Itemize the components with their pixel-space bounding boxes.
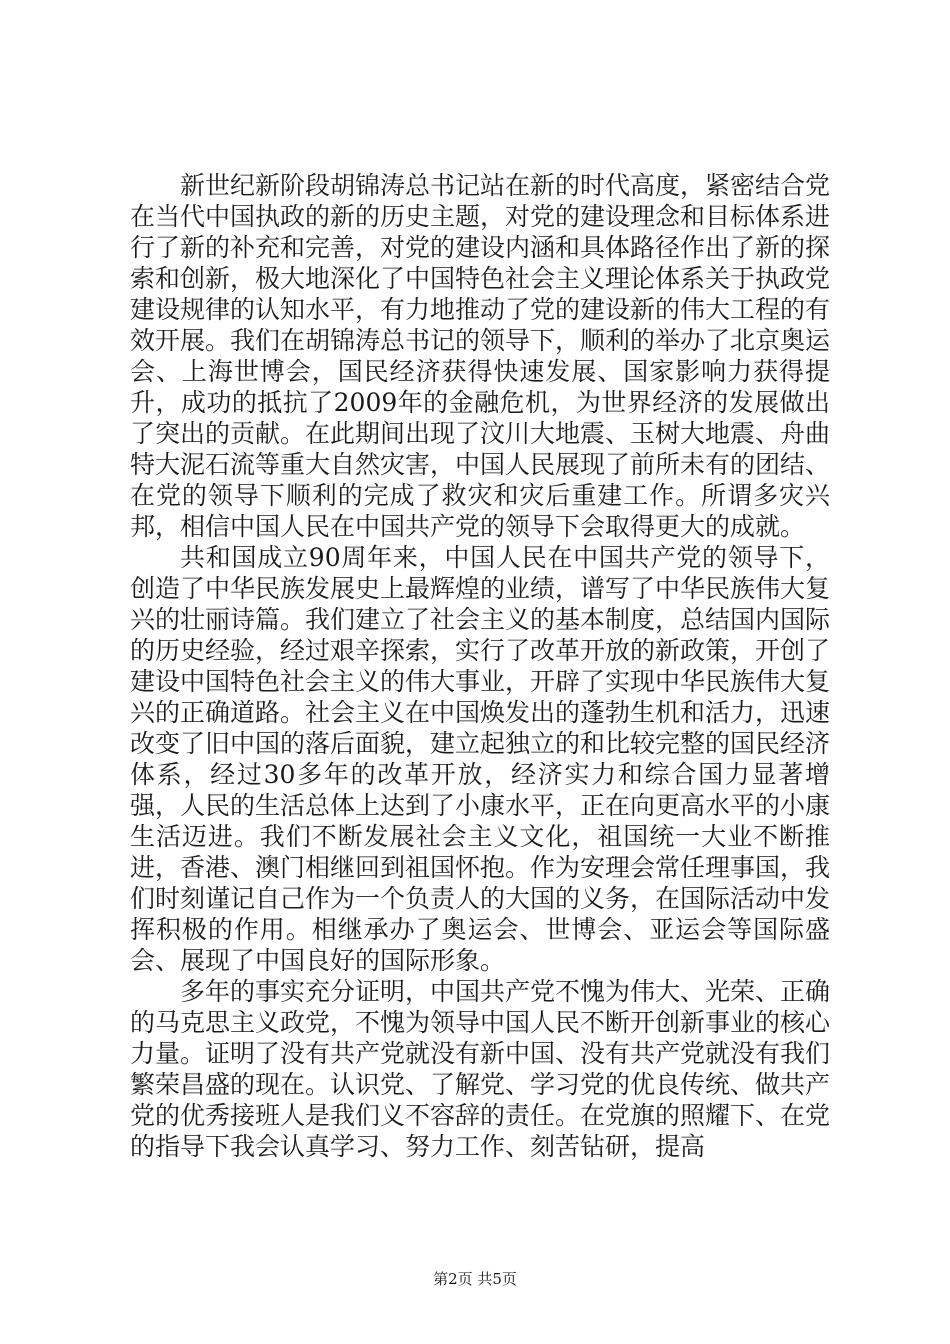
paragraph-3: 多年的事实充分证明，中国共产党不愧为伟大、光荣、正确的马克思主义政党，不愧为领导中国人民不断开创新事业的核心力量。证明了没有共产党就没有新中国、没有共产党就没有我们繁荣昌盛的现在。认识党、了解党、学习党的优良传统、做共产党的优秀接班人是我们义不容辞的责任。在党旗的照耀下、在党的指导下我会认真学习、努力工作、刻苦钻研，提高: [130, 977, 831, 1161]
page-footer: 第2页 共5页: [433, 1270, 517, 1288]
paragraph-1: 新世纪新阶段胡锦涛总书记站在新的时代高度，紧密结合党在当代中国执政的新的历史主题，对党的建设理念和目标体系进行了新的补充和完善，对党的建设内涵和具体路径作出了新的探索和创新，极大地深化了中国特色社会主义理论体系关于执政党建设规律的认知水平，有力地推动了党的建设新的伟大工程的有效开展。我们在胡锦涛总书记的领导下，顺利的举办了北京奥运会、上海世博会，国民经济获得快速发展、国家影响力获得提升，成功的抵抗了2009年的金融危机，为世界经济的发展做出了突出的贡献。在此期间出现了汶川大地震、玉树大地震、舟曲特大泥石流等重大自然灾害，中国人民展现了前所未有的团结、在党的领导下顺利的完成了救灾和灾后重建工作。所谓多灾兴邦，相信中国人民在中国共产党的领导下会取得更大的成就。: [130, 171, 831, 541]
document-body: [130, 170, 830, 1162]
paragraph-2: 共和国成立90周年来，中国人民在中国共产党的领导下，创造了中华民族发展史上最辉煌的业绩，谱写了中华民族伟大复兴的壮丽诗篇。我们建立了社会主义的基本制度，总结国内国际的历史经验，经过艰辛探索，实行了改革开放的新政策，开创了建设中国特色社会主义的伟大事业，开辟了实现中华民族伟大复兴的正确道路。社会主义在中国焕发出的蓬勃生机和活力，迅速改变了旧中国的落后面貌，建立起独立的和比较完整的国民经济体系，经过30多年的改革开放，经济实力和综合国力显著增强，人民的生活总体上达到了小康水平，正在向更高水平的小康生活迈进。我们不断发展社会主义文化，祖国统一大业不断推进，香港、澳门相继回到祖国怀抱。作为安理会常任理事国，我们时刻谨记自己作为一个负责人的大国的义务，在国际活动中发挥积极的作用。相继承办了奥运会、世博会、亚运会等国际盛会、展现了中国良好的国际形象。: [130, 543, 831, 975]
